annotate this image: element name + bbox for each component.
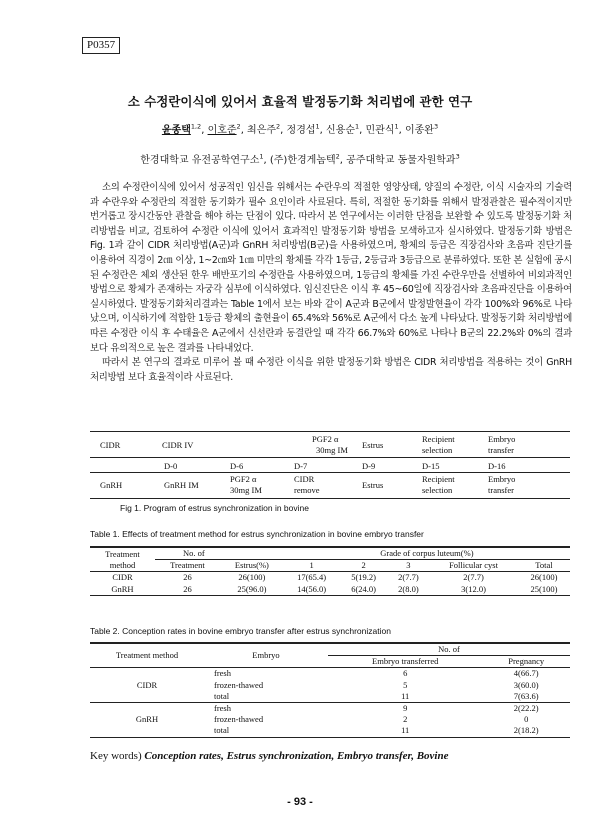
- t1-header-treatment: Treatment: [155, 560, 220, 572]
- figure-1-caption: Fig 1. Program of estrus synchronization in bovine: [120, 503, 309, 513]
- t1-cell: 2(7.7): [398, 572, 419, 583]
- fig1-row2-step4: Estrus: [362, 480, 384, 490]
- table-2-caption: Table 2. Conception rates in bovine embryo transfer after estrus synchronization: [90, 626, 391, 636]
- fig1-row1-step6a: Embryo: [488, 434, 516, 444]
- keywords-label: Key words): [90, 750, 142, 762]
- fig1-day-16: D-16: [488, 461, 506, 471]
- fig1-row1-label: CIDR: [100, 440, 121, 450]
- t2-header-no-of: No. of: [328, 643, 570, 656]
- t2-cell: 7(63.6): [513, 690, 539, 701]
- t1-cell: 26: [183, 583, 192, 594]
- t1-cell: 14(56.0): [297, 583, 327, 594]
- t2-cell: 2(18.2): [513, 725, 539, 736]
- author-name: 이종완: [404, 125, 434, 136]
- author-affiliation-mark: 1: [394, 122, 399, 131]
- t2-cell: 2(22.2): [513, 703, 539, 714]
- t1-cell: 6(24.0): [351, 583, 376, 594]
- figure-1-program: [90, 431, 570, 501]
- t2-cell: frozen-thawed: [214, 714, 264, 725]
- author-affiliation-mark: 1,2: [190, 122, 202, 131]
- t1-header-no-of: No. of: [182, 548, 205, 558]
- t1-cell: 25(96.0): [237, 583, 267, 594]
- t2-method-cidr: CIDR: [136, 679, 158, 690]
- t2-cell: 0: [524, 714, 529, 725]
- t1-cell: CIDR: [112, 572, 133, 583]
- abstract: [90, 181, 572, 385]
- author-name: 민관식: [365, 125, 395, 136]
- affiliation-mark: 3: [455, 152, 460, 161]
- fig1-day-15: D-15: [422, 461, 440, 471]
- t2-cell: total: [214, 690, 230, 701]
- abstract-paragraph-2: 따라서 본 연구의 결과로 미루어 볼 때 수정란 이식을 위한 발정동기화 방법은 CIDR 처리방법을 적용하는 것이 GnRH 처리방법 보다 효율적이라 사료된다.: [90, 357, 572, 383]
- fig1-top-rule: [90, 431, 570, 432]
- author-affiliation-mark: 1: [355, 122, 360, 131]
- fig1-row2-step6b: transfer: [488, 485, 514, 495]
- author-name: 최은주: [247, 125, 277, 136]
- affiliation-name: (주)한경게놈텍: [269, 155, 336, 166]
- page-number: - 93 -: [287, 796, 313, 808]
- table-row: [90, 668, 570, 680]
- t1-cell: 26: [183, 572, 192, 583]
- author-affiliation-mark: 2: [236, 122, 241, 131]
- fig1-row1-step4: Estrus: [362, 440, 384, 450]
- fig1-row2-step2b: 30mg IM: [230, 485, 262, 495]
- affiliation-name: 공주대학교 동물자원학과: [346, 155, 456, 166]
- fig1-bottom-rule: [90, 498, 570, 499]
- t1-cell: 26(100): [238, 572, 266, 583]
- t2-cell: fresh: [214, 703, 231, 714]
- t2-header-method: Treatment method: [90, 643, 204, 668]
- t2-cell: 11: [401, 725, 410, 736]
- keywords-list: Conception rates, Estrus synchronization, Embryo transfer, Bovine: [144, 750, 449, 762]
- t1-header-total: Total: [518, 560, 570, 572]
- author-name: 윤종택: [161, 125, 191, 136]
- fig1-row1-step5a: Recipient: [422, 434, 455, 444]
- t2-method-gnrh: GnRH: [90, 703, 204, 738]
- t2-header-transferred: Embryo transferred: [328, 656, 482, 668]
- author-list: 윤종택$^{1,2}$, 이호준$^2$, 최은주$^2$, 정경섭$^1$, 신용순$^1$, 민관식$^1$, 이종완$^3$: [161, 122, 439, 136]
- t1-header-follicular: Follicular cyst: [429, 560, 518, 572]
- fig1-row1-step3a: PGF2 α: [312, 434, 339, 444]
- t1-cell: 3(12.0): [461, 583, 486, 594]
- author-affiliation-mark: 3: [433, 122, 439, 131]
- author-affiliation-mark: 2: [276, 122, 281, 131]
- table-row: [90, 703, 570, 715]
- author-affiliation-mark: 1: [315, 122, 320, 131]
- t1-cell: 25(100): [530, 583, 558, 594]
- t2-cell: frozen-thawed: [214, 679, 264, 690]
- t1-header-g1: 1: [284, 560, 340, 572]
- fig1-row1-step5b: selection: [422, 445, 453, 455]
- t2-cell: 11: [401, 690, 410, 701]
- t1-cell: 17(65.4): [297, 572, 327, 583]
- fig1-day-9: D-9: [362, 461, 376, 471]
- table-2: [90, 642, 570, 738]
- fig1-row2-step2a: PGF2 α: [230, 474, 257, 484]
- paper-id-box: P0357: [82, 37, 120, 54]
- t1-header-g2: 2: [339, 560, 387, 572]
- affiliation-mark: 1: [259, 152, 264, 161]
- t1-cell: 2(7.7): [463, 572, 484, 583]
- author-name: 이호준: [207, 125, 237, 136]
- t1-cell: GnRH: [111, 583, 134, 594]
- fig1-row1-step3b: 30mg IM: [316, 445, 348, 455]
- t1-header-estrus: Estrus(%): [220, 560, 284, 572]
- table-row: [90, 572, 570, 584]
- t2-cell: 2: [403, 714, 408, 725]
- fig1-row2-step5a: Recipient: [422, 474, 455, 484]
- t2-cell: 3(60.0): [513, 679, 539, 690]
- affiliation-mark: 2: [335, 152, 340, 161]
- fig1-row2-step3b: remove: [294, 485, 320, 495]
- t2-header-pregnancy: Pregnancy: [482, 656, 570, 668]
- t2-cell: 6: [403, 668, 408, 679]
- t1-header-method: Treatment method: [90, 547, 155, 572]
- table-1-caption: Table 1. Effects of treatment method for estrus synchronization in bovine embryo transfer: [90, 529, 424, 539]
- t1-header-grade: Grade of corpus luteum(%): [284, 547, 570, 560]
- t1-header-g3: 3: [388, 560, 429, 572]
- author-name: 정경섭: [286, 125, 316, 136]
- affiliation-name: 한경대학교 유전공학연구소: [140, 155, 260, 166]
- fig1-day-6: D-6: [230, 461, 244, 471]
- t1-cell: 26(100): [530, 572, 558, 583]
- t1-cell: 5(19.2): [351, 572, 376, 583]
- fig1-row2-step6a: Embryo: [488, 474, 516, 484]
- abstract-paragraph-1: 소의 수정란이식에 있어서 성공적인 임신을 위해서는 수란우의 적절한 영양상태, 양질의 수정란, 이식 시술자의 기술력과 수란우와 수정란의 적절한 동기화가 필수 요인이라 사료된다. 특히, 적절한 동기화를 위해서 발정관찰은 필수적이지만 번거롭고 장시간동안 관찰을 해야 하는 단점이 있다. 따라서 본 연구에서는 이러한 단점을 보완할 수 있도록 발정동기화 처리방법을 비교, 검토하여 수정란 이식에 있어서 효과적인 발정동기화 방법을 모색하고자 실시하였다. 발정동기화 방법은 Fig. 1과 같이 CIDR 처리방법(A군)과 GnRH 처리방법(B군)을 사용하였으며, 황체의 등급은 직장검사와 초음파 진단기를 이용하여 직경이 2㎝ 이상, 1~2㎝와 1㎝ 미만의 황체를 각각 1등급, 2등급과 3등급으로 분류하였다. 또한 본 실험에 공시된 수정란은 체외 생산된 한우 배반포기의 수정란을 사용하였으며, 1등급의 황체를 가진 수란우만을 선별하여 비외과적인 방법으로 황체가 존재하는 자궁각 심부에 이식하였다. 임신진단은 이식 후 45~60일에 직장검사와 초음파진단을 이용하여 실시하였다. 발정동기화처리결과는 Table 1에서 보는 바와 같이 A군과 B군에서 발정발현율이 각각 100%와 96%로 나타났으며, 이식하기에 적합한 1등급 황체의 출현율이 65.4%와 56%로 A군에서 다소 높게 나타났다. 발정동기화 처리방법에 따른 수정란 이식 후 수태율은 A군에서 신선란과 동결란일 때 각각 66.7%와 60%로 나타나 B군의 22.2%와 0%의 결과보다 유의적으로 높은 결과를 나타내었다.: [90, 182, 572, 354]
- affiliation-list: 한경대학교 유전공학연구소$^1$, (주)한경게놈텍$^2$, 공주대학교 동물자원학과$^3$: [140, 152, 460, 166]
- author-name: 신용순: [326, 125, 355, 136]
- t2-cell: 5: [403, 679, 408, 690]
- table-row: [90, 584, 570, 596]
- paper-title: 소 수정란이식에 있어서 효율적 발정동기화 처리법에 관한 연구: [127, 94, 473, 109]
- fig1-row2-step1: GnRH IM: [164, 480, 199, 490]
- t2-cell: total: [214, 725, 230, 736]
- fig1-row1-step1: CIDR IV: [162, 440, 194, 450]
- fig1-row2-step3a: CIDR: [294, 474, 315, 484]
- fig1-day-7: D-7: [294, 461, 308, 471]
- t2-cell: 4(66.7): [513, 668, 539, 679]
- fig1-row2-step5b: selection: [422, 485, 453, 495]
- fig1-day-0: D-0: [164, 461, 178, 471]
- table-1: [90, 546, 570, 596]
- t1-cell: 2(8.0): [398, 583, 419, 594]
- fig1-row1-step6b: transfer: [488, 445, 514, 455]
- fig1-mid-rule: [90, 457, 570, 458]
- t2-header-embryo: Embryo: [204, 643, 328, 668]
- t2-cell: 9: [403, 703, 408, 714]
- fig1-row2-label: GnRH: [100, 480, 123, 490]
- keywords: [90, 750, 448, 762]
- fig1-day-rule: [90, 472, 570, 473]
- t2-cell: fresh: [214, 668, 231, 679]
